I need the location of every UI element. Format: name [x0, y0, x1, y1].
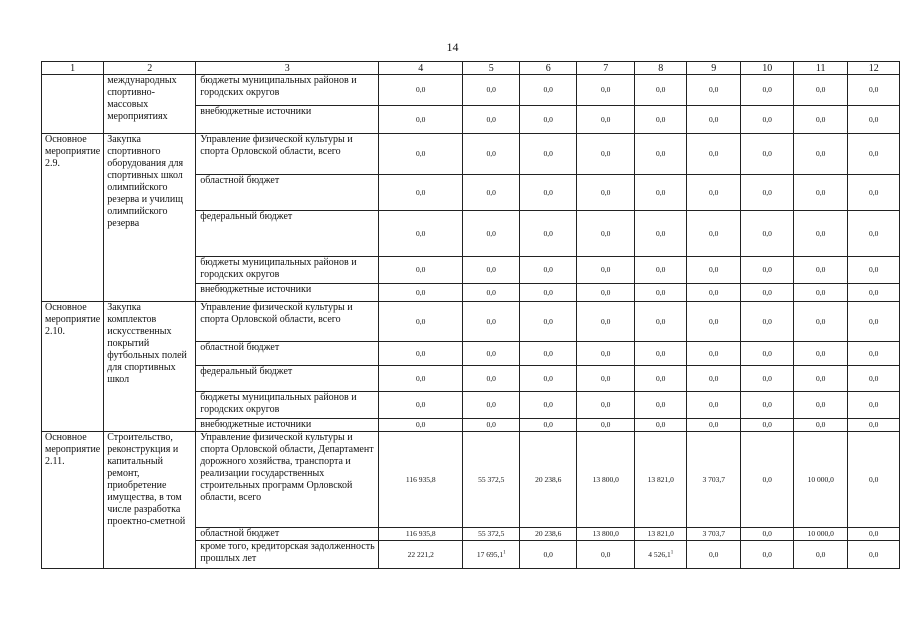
value-cell: 0,0 — [741, 284, 794, 302]
value-cell: 0,0 — [635, 175, 687, 211]
value-cell: 0,0 — [577, 366, 635, 392]
value-cell: 0,0 — [463, 175, 520, 211]
funding-source: внебюджетные источники — [196, 106, 379, 134]
value-cell: 0,0 — [520, 284, 577, 302]
value-cell: 0,0 — [794, 284, 848, 302]
value-cell: 0,0 — [741, 419, 794, 432]
value-cell: 0,0 — [635, 134, 687, 175]
value-cell: 0,0 — [463, 257, 520, 284]
value-cell: 13 800,0 — [577, 528, 635, 541]
value-cell: 0,0 — [463, 419, 520, 432]
value-cell: 0,0 — [635, 211, 687, 257]
value-cell: 0,0 — [687, 175, 741, 211]
value-cell: 3 703,7 — [687, 528, 741, 541]
table-row — [42, 302, 900, 342]
value-cell: 0,0 — [635, 392, 687, 419]
value-cell: 3 703,7 — [687, 432, 741, 528]
value-cell: 0,0 — [379, 106, 463, 134]
value-cell: 0,0 — [577, 284, 635, 302]
value-cell: 13 821,0 — [635, 528, 687, 541]
value-cell: 0,0 — [635, 284, 687, 302]
value-cell: 0,0 — [635, 342, 687, 366]
value-cell: 0,0 — [741, 134, 794, 175]
value-cell: 0,0 — [635, 106, 687, 134]
value-cell: 0,0 — [741, 541, 794, 569]
value-cell: 0,0 — [741, 392, 794, 419]
value-cell: 0,0 — [741, 257, 794, 284]
value-cell: 0,0 — [635, 75, 687, 106]
value-cell: 0,0 — [635, 366, 687, 392]
value-cell: 0,0 — [379, 419, 463, 432]
value-cell: 0,0 — [635, 302, 687, 342]
table-row — [42, 134, 900, 175]
funding-source: бюджеты муниципальных районов и городских округов — [196, 392, 379, 419]
column-header: 6 — [520, 62, 577, 75]
value-cell: 0,0 — [687, 419, 741, 432]
value-cell: 20 238,6 — [520, 528, 577, 541]
value-cell: 0,0 — [848, 211, 900, 257]
value-cell: 0,0 — [741, 106, 794, 134]
funding-source: внебюджетные источники — [196, 284, 379, 302]
value-cell: 0,0 — [687, 302, 741, 342]
value-cell: 0,0 — [848, 75, 900, 106]
value-cell: 0,0 — [794, 541, 848, 569]
value-cell: 0,0 — [463, 366, 520, 392]
measure-label-cell — [42, 75, 104, 134]
value-cell: 0,0 — [520, 257, 577, 284]
value-cell: 0,0 — [520, 134, 577, 175]
value-cell: 0,0 — [520, 419, 577, 432]
value-cell: 0,0 — [379, 134, 463, 175]
funding-source: Управление физической культуры и спорта Орловской области, всего — [196, 302, 379, 342]
value-cell: 0,0 — [520, 75, 577, 106]
value-cell: 0,0 — [577, 392, 635, 419]
column-header: 3 — [196, 62, 379, 75]
value-cell: 0,0 — [577, 211, 635, 257]
value-cell: 0,0 — [379, 175, 463, 211]
value-cell: 0,0 — [687, 75, 741, 106]
funding-source: областной бюджет — [196, 528, 379, 541]
funding-source: Управление физической культуры и спорта Орловской области, всего — [196, 134, 379, 175]
value-cell: 0,0 — [848, 432, 900, 528]
value-cell: 0,0 — [848, 134, 900, 175]
value-cell: 0,0 — [520, 366, 577, 392]
value-cell: 0,0 — [741, 75, 794, 106]
value-cell: 0,0 — [794, 366, 848, 392]
measure-label: Основное мероприятие 2.10. — [42, 302, 104, 432]
value-cell: 0,0 — [687, 211, 741, 257]
value-cell: 0,0 — [635, 257, 687, 284]
value-cell: 0,0 — [463, 392, 520, 419]
column-header: 2 — [104, 62, 196, 75]
column-header: 8 — [635, 62, 687, 75]
funding-source: бюджеты муниципальных районов и городских округов — [196, 257, 379, 284]
value-cell: 0,0 — [687, 257, 741, 284]
column-header: 7 — [577, 62, 635, 75]
funding-source: внебюджетные источники — [196, 419, 379, 432]
value-cell — [635, 541, 687, 569]
funding-source: Управление физической культуры и спорта Орловской области, Департамент дорожного хозяйства, транспорта и реализации государственных строительных программ Орловской области, всего — [196, 432, 379, 528]
value-cell: 20 238,6 — [520, 432, 577, 528]
value-cell: 0,0 — [687, 541, 741, 569]
value-cell: 0,0 — [379, 392, 463, 419]
value-cell: 10 000,0 — [794, 528, 848, 541]
value-cell: 0,0 — [794, 75, 848, 106]
value-cell: 0,0 — [741, 211, 794, 257]
value-text: 4 526,1 — [648, 549, 671, 559]
page-number: 14 — [446, 40, 459, 54]
value-cell: 0,0 — [463, 284, 520, 302]
table-row — [42, 432, 900, 528]
measure-description: международных спортивно-массовых мероприятиях — [104, 75, 196, 134]
column-header: 11 — [794, 62, 848, 75]
value-cell: 0,0 — [463, 211, 520, 257]
footnote-marker: 1 — [670, 550, 674, 555]
value-cell: 0,0 — [463, 75, 520, 106]
value-cell: 0,0 — [848, 528, 900, 541]
value-cell: 22 221,2 — [379, 541, 463, 569]
value-cell: 0,0 — [463, 134, 520, 175]
value-cell: 0,0 — [379, 342, 463, 366]
column-number-row — [42, 62, 900, 75]
funding-source: областной бюджет — [196, 342, 379, 366]
value-cell: 0,0 — [794, 211, 848, 257]
funding-table — [41, 61, 900, 569]
value-cell: 0,0 — [848, 106, 900, 134]
value-cell: 0,0 — [520, 106, 577, 134]
measure-description: Закупка спортивного оборудования для спортивных школ олимпийского резерва и училищ олимпийского резерва — [104, 134, 196, 302]
value-cell: 0,0 — [687, 284, 741, 302]
value-cell: 0,0 — [520, 392, 577, 419]
funding-source: кроме того, кредиторская задолженность прошлых лет — [196, 541, 379, 569]
value-cell: 0,0 — [520, 175, 577, 211]
value-cell: 0,0 — [687, 342, 741, 366]
value-cell: 0,0 — [741, 432, 794, 528]
value-cell: 0,0 — [741, 528, 794, 541]
value-cell: 0,0 — [741, 175, 794, 211]
measure-description: Строительство, реконструкция и капитальный ремонт, приобретение имущества, в том числе разработка проектно-сметной — [104, 432, 196, 569]
value-cell: 0,0 — [848, 175, 900, 211]
value-cell: 0,0 — [635, 419, 687, 432]
value-cell: 0,0 — [577, 134, 635, 175]
value-cell: 0,0 — [577, 106, 635, 134]
value-cell: 0,0 — [577, 302, 635, 342]
value-cell: 116 935,8 — [379, 528, 463, 541]
funding-source: федеральный бюджет — [196, 366, 379, 392]
value-cell: 0,0 — [520, 302, 577, 342]
value-cell: 0,0 — [741, 342, 794, 366]
value-cell — [463, 541, 520, 569]
value-cell: 0,0 — [848, 284, 900, 302]
value-cell: 0,0 — [848, 419, 900, 432]
measure-description: Закупка комплектов искусственных покрытий футбольных полей для спортивных школ — [104, 302, 196, 432]
value-cell: 0,0 — [577, 419, 635, 432]
value-cell: 0,0 — [577, 75, 635, 106]
value-cell: 0,0 — [848, 302, 900, 342]
value-cell: 0,0 — [520, 211, 577, 257]
value-cell: 0,0 — [794, 106, 848, 134]
column-header: 9 — [687, 62, 741, 75]
value-text: 17 695,1 — [476, 549, 504, 559]
value-cell: 0,0 — [848, 392, 900, 419]
value-cell: 0,0 — [463, 342, 520, 366]
value-cell: 0,0 — [520, 342, 577, 366]
value-cell: 0,0 — [848, 541, 900, 569]
column-header: 12 — [848, 62, 900, 75]
value-cell: 0,0 — [379, 257, 463, 284]
value-cell: 0,0 — [848, 342, 900, 366]
column-header: 1 — [42, 62, 104, 75]
value-cell: 10 000,0 — [794, 432, 848, 528]
value-cell: 0,0 — [794, 175, 848, 211]
value-cell: 0,0 — [577, 541, 635, 569]
value-cell: 0,0 — [794, 302, 848, 342]
value-cell: 0,0 — [687, 366, 741, 392]
value-cell: 0,0 — [520, 541, 577, 569]
value-cell: 0,0 — [577, 257, 635, 284]
measure-label: Основное мероприятие 2.9. — [42, 134, 104, 302]
value-cell: 0,0 — [379, 284, 463, 302]
value-cell: 0,0 — [577, 175, 635, 211]
value-cell: 0,0 — [379, 366, 463, 392]
value-cell: 0,0 — [379, 211, 463, 257]
value-cell: 0,0 — [794, 342, 848, 366]
funding-source: областной бюджет — [196, 175, 379, 211]
value-cell: 0,0 — [848, 257, 900, 284]
funding-source: бюджеты муниципальных районов и городских округов — [196, 75, 379, 106]
value-cell: 0,0 — [463, 106, 520, 134]
measure-label: Основное мероприятие 2.11. — [42, 432, 104, 569]
value-cell: 55 372,5 — [463, 432, 520, 528]
column-header: 10 — [741, 62, 794, 75]
value-cell: 0,0 — [794, 419, 848, 432]
value-cell: 0,0 — [794, 257, 848, 284]
value-cell: 0,0 — [379, 302, 463, 342]
funding-source: федеральный бюджет — [196, 211, 379, 257]
value-cell: 0,0 — [379, 75, 463, 106]
value-cell: 0,0 — [577, 342, 635, 366]
value-cell: 0,0 — [463, 302, 520, 342]
value-cell: 0,0 — [741, 302, 794, 342]
value-cell: 0,0 — [794, 392, 848, 419]
column-header: 5 — [463, 62, 520, 75]
column-header: 4 — [379, 62, 463, 75]
footnote-marker: 1 — [503, 550, 506, 555]
value-cell: 0,0 — [794, 134, 848, 175]
value-cell: 0,0 — [848, 366, 900, 392]
value-cell: 0,0 — [687, 134, 741, 175]
value-cell: 13 821,0 — [635, 432, 687, 528]
value-cell: 116 935,8 — [379, 432, 463, 528]
value-cell: 0,0 — [687, 106, 741, 134]
value-cell: 13 800,0 — [577, 432, 635, 528]
value-cell: 55 372,5 — [463, 528, 520, 541]
value-cell: 0,0 — [741, 366, 794, 392]
table-row — [42, 75, 900, 106]
value-cell: 0,0 — [687, 392, 741, 419]
